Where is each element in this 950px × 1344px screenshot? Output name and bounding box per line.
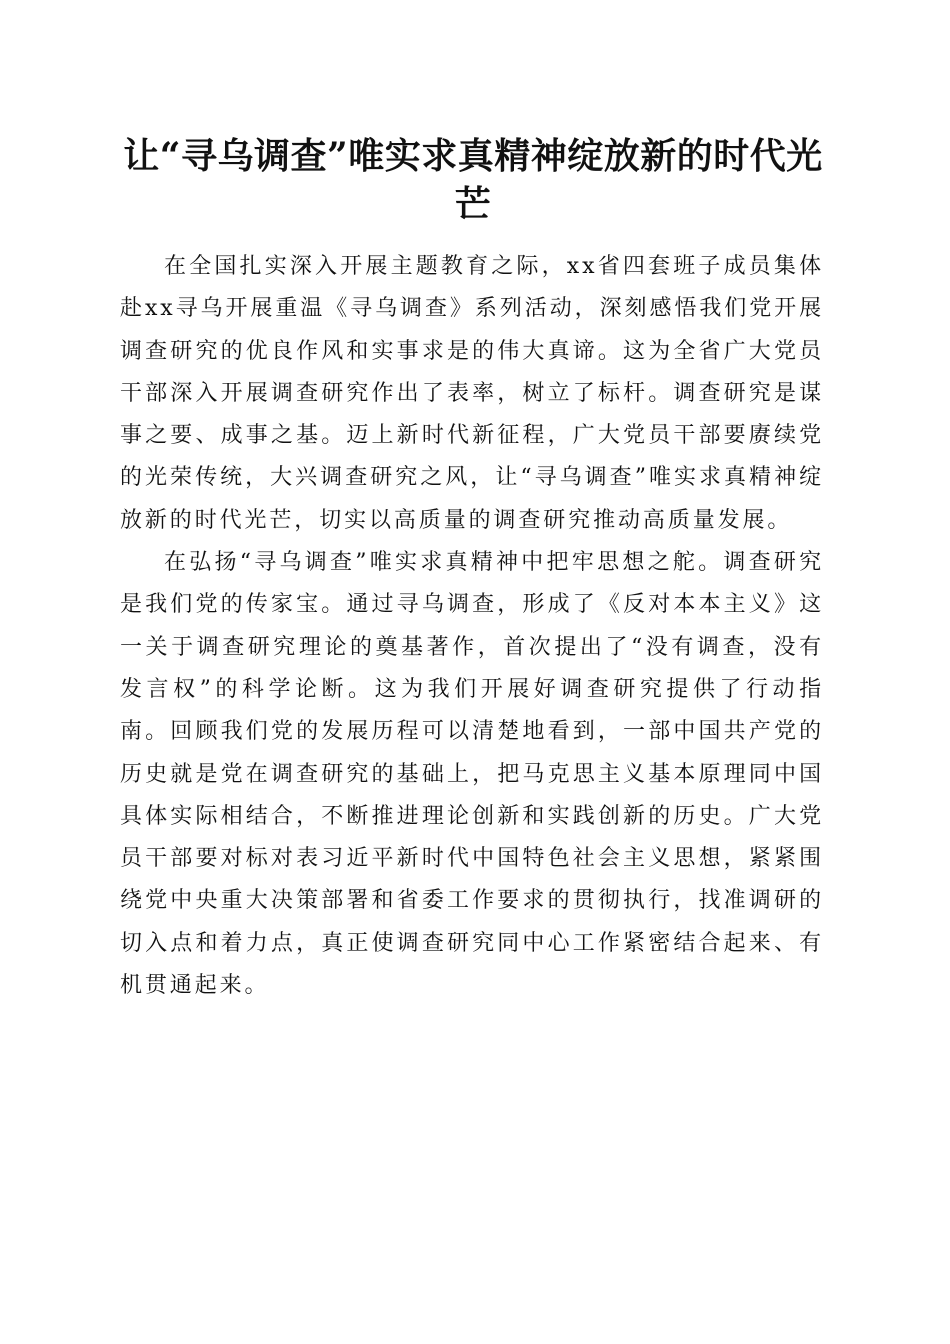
paragraph-2: 在弘扬“寻乌调查”唯实求真精神中把牢思想之舵。调查研究是我们党的传家宝。通过寻乌调查，形成了《反对本本主义》这一关于调查研究理论的奠基著作，首次提出了“没有调查，没有发言权”的科学论断。这为我们开展好调查研究提供了行动指南。回顾我们党的发展历程可以清楚地看到，一部中国共产党的历史就是党在调查研究的基础上，把马克思主义基本原理同中国具体实际相结合，不断推进理论创新和实践创新的历史。广大党员干部要对标对表习近平新时代中国特色社会主义思想，紧紧围绕党中央重大决策部署和省委工作要求的贯彻执行，找准调研的切入点和着力点，真正使调查研究同中心工作紧密结合起来、有机贯通起来。 bbox=[120, 550, 824, 999]
document-body bbox=[120, 246, 824, 1007]
paragraph-1: 在全国扎实深入开展主题教育之际，xx省四套班子成员集体赴xx寻乌开展重温《寻乌调查》系列活动，深刻感悟我们党开展调查研究的优良作风和实事求是的伟大真谛。这为全省广大党员干部深入开展调查研究作出了表率，树立了标杆。调查研究是谋事之要、成事之基。迈上新时代新征程，广大党员干部要赓续党的光荣传统，大兴调查研究之风，让“寻乌调查”唯实求真精神绽放新的时代光芒，切实以高质量的调查研究推动高质量发展。 bbox=[120, 254, 824, 533]
document-title: 让“寻乌调查”唯实求真精神绽放新的时代光芒 bbox=[123, 135, 823, 225]
